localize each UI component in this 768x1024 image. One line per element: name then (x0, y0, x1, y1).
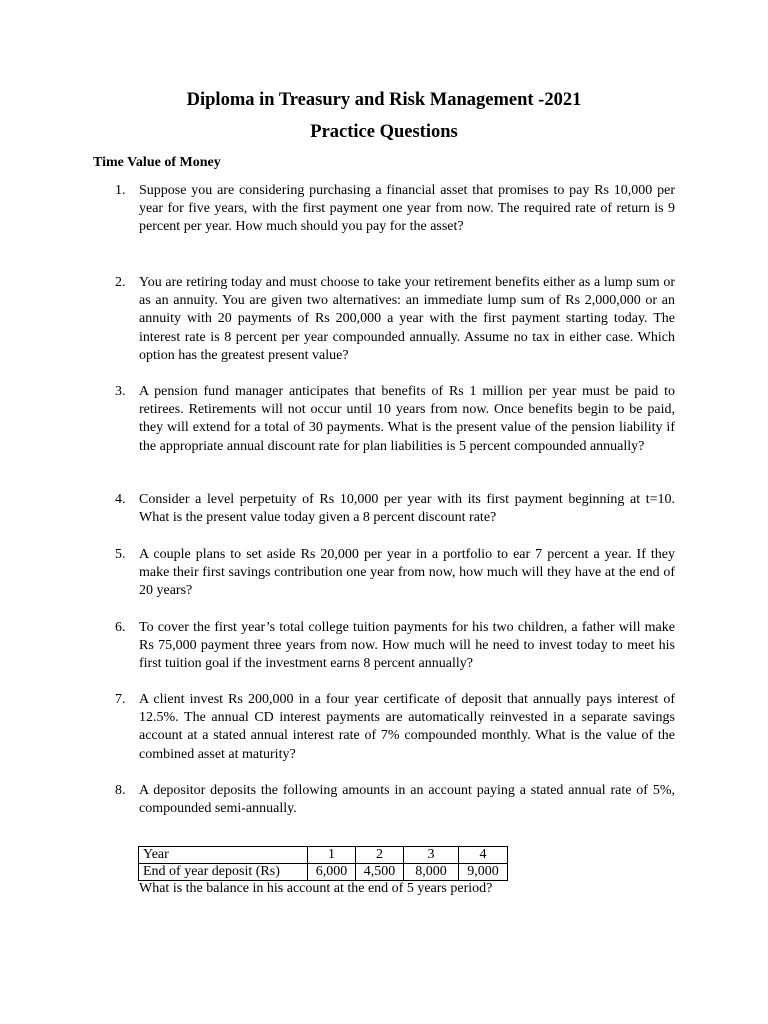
question-5 (115, 546, 675, 601)
question-number: 1. (115, 183, 126, 198)
table-cell-year: 4 (459, 847, 508, 864)
question-number: 3. (115, 384, 126, 399)
question-3 (115, 383, 675, 456)
table-cell-deposit: 8,000 (404, 864, 459, 881)
question-7 (115, 691, 675, 764)
table-row (139, 864, 508, 881)
table-cell-deposit: 4,500 (356, 864, 404, 881)
table-cell-deposit: 9,000 (459, 864, 508, 881)
question-2 (115, 274, 675, 365)
question-8-followup: What is the balance in his account at the end of 5 years period? (139, 881, 493, 896)
question-number: 4. (115, 492, 126, 507)
table-cell-year: 3 (404, 847, 459, 864)
question-number: 5. (115, 547, 126, 562)
question-number: 6. (115, 620, 126, 635)
question-text: A couple plans to set aside Rs 20,000 per year in a portfolio to ear 7 percent a year. If they make their first savings contribution one year from now, how much will they have at the end of 20 years? (139, 547, 675, 599)
document-title: Diploma in Treasury and Risk Management -2021 (186, 90, 582, 110)
table-cell-deposit: 6,000 (308, 864, 356, 881)
deposit-table (138, 846, 508, 881)
question-6 (115, 619, 675, 674)
question-text: A depositor deposits the following amounts in an account paying a stated annual rate of 5%, compounded semi-annually. (139, 783, 675, 817)
question-text: A pension fund manager anticipates that benefits of Rs 1 million per year must be paid to retirees. Retirements will not occur until 10 years from now. Once benefits begin to be paid, they will extend for a total of 30 payments. What is the present value of the pension liability if the appropriate annual discount rate for plan liabilities is 5 percent compounded annually? (139, 384, 675, 454)
question-4 (115, 491, 675, 527)
question-text: Consider a level perpetuity of Rs 10,000 per year with its first payment beginning at t=10. What is the present value today given a 8 percent discount rate? (139, 492, 675, 526)
table-header-row (139, 847, 508, 864)
question-number: 8. (115, 783, 126, 798)
question-number: 2. (115, 275, 126, 290)
section-heading: Time Value of Money (93, 155, 221, 170)
table-cell-label: Year (139, 847, 308, 864)
table-cell-label: End of year deposit (Rs) (139, 864, 308, 881)
table-cell-year: 2 (356, 847, 404, 864)
document-subtitle: Practice Questions (310, 122, 458, 142)
question-text: You are retiring today and must choose to take your retirement benefits either as a lump sum or as an annuity. You are given two alternatives: an immediate lump sum of Rs 2,000,000 or an annuity with 20 payments of Rs 200,000 a year with the first payment starting today. The interest rate is 8 percent per year compounded annually. Assume no tax in either case. Which option has the greatest present value? (139, 275, 675, 363)
table-cell-year: 1 (308, 847, 356, 864)
question-text: To cover the first year’s total college tuition payments for his two children, a father will make Rs 75,000 payment three years from now. How much will he need to invest today to meet his first tuition goal if the investment earns 8 percent annually? (139, 620, 675, 672)
question-number: 7. (115, 692, 126, 707)
question-8 (115, 782, 675, 818)
question-1 (115, 182, 675, 237)
question-text: A client invest Rs 200,000 in a four year certificate of deposit that annually pays interest of 12.5%. The annual CD interest payments are automatically reinvested in a separate savings account at a stated annual interest rate of 7% compounded monthly. What is the value of the combined asset at maturity? (139, 692, 675, 762)
question-text: Suppose you are considering purchasing a financial asset that promises to pay Rs 10,000 per year for five years, with the first payment one year from now. The required rate of return is 9 percent per year. How much should you pay for the asset? (139, 183, 675, 235)
